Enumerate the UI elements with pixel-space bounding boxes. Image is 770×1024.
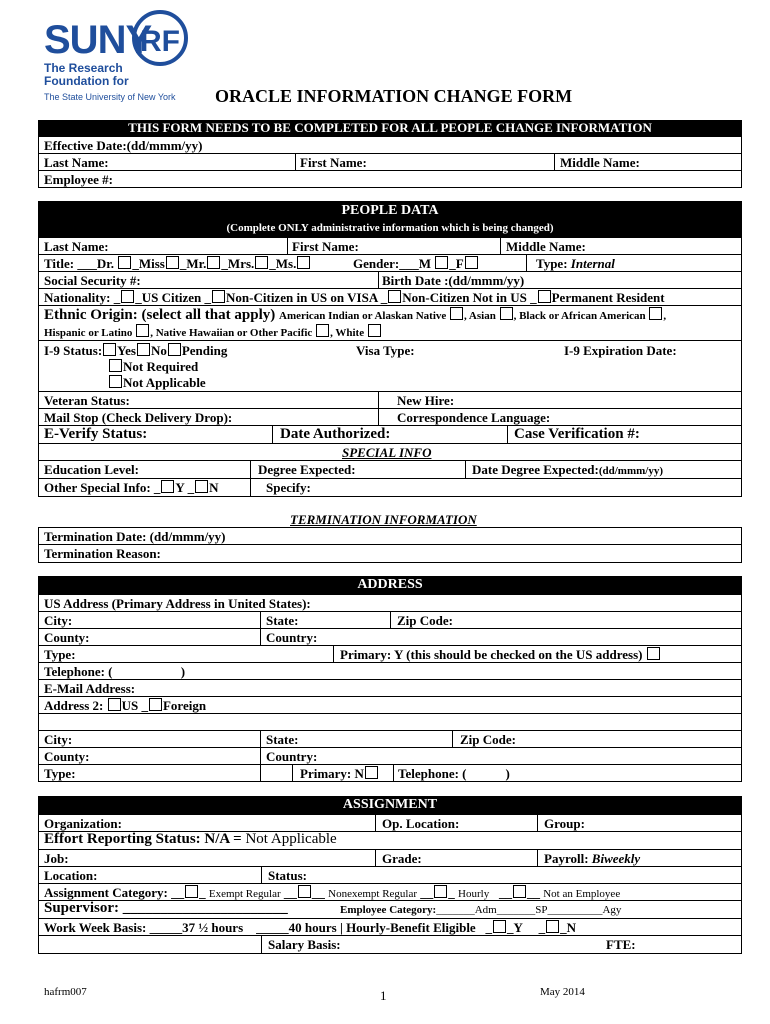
primary2-checkbox[interactable] [365, 766, 378, 779]
supervisor-field[interactable]: Supervisor: ______________________ [44, 900, 288, 916]
benefit-yes-checkbox[interactable] [493, 920, 506, 933]
veteran-status-field[interactable]: Veteran Status: [44, 393, 130, 408]
address2-us-checkbox[interactable] [108, 698, 121, 711]
type-field: Type: Internal [536, 256, 615, 271]
birth-date-field[interactable]: Birth Date :(dd/mmm/yy) [382, 273, 525, 288]
county2-field[interactable]: County: [44, 749, 90, 764]
new-hire-field[interactable]: New Hire: [397, 393, 455, 408]
hispanic-checkbox[interactable] [136, 324, 149, 337]
page-number: 1 [380, 988, 387, 1003]
effort-reporting-field: Effort Reporting Status: N/A = Not Applicable [44, 831, 337, 847]
i9-no-checkbox[interactable] [137, 343, 150, 356]
mail-stop-field[interactable]: Mail Stop (Check Delivery Drop): [44, 410, 233, 425]
employee-number-field[interactable]: Employee #: [44, 172, 113, 187]
special-no-checkbox[interactable] [195, 480, 208, 493]
permanent-resident-checkbox[interactable] [538, 290, 551, 303]
top-last-name-field[interactable]: Last Name: [44, 155, 109, 170]
mr-checkbox[interactable] [207, 256, 220, 269]
people-last-name[interactable]: Last Name: [44, 239, 109, 254]
primary2-field: Primary: N [300, 766, 379, 781]
zip2-field[interactable]: Zip Code: [460, 732, 516, 747]
i9-expiration-field[interactable]: I-9 Expiration Date: [564, 343, 677, 358]
county-field[interactable]: County: [44, 630, 90, 645]
ethnic-origin-row2: Hispanic or Latino , Native Hawaiian or Other Pacific , White [44, 324, 382, 341]
visa-type-field[interactable]: Visa Type: [356, 343, 415, 358]
assignment-header: ASSIGNMENT [38, 796, 742, 814]
i9-notapp-checkbox[interactable] [109, 375, 122, 388]
effective-date-field[interactable]: Effective Date:(dd/mmm/yy) [44, 138, 203, 153]
i9-pending-checkbox[interactable] [168, 343, 181, 356]
i9-notreq-checkbox[interactable] [109, 359, 122, 372]
black-checkbox[interactable] [649, 307, 662, 320]
mrs-checkbox[interactable] [255, 256, 268, 269]
state-field[interactable]: State: [266, 613, 299, 628]
country-field[interactable]: Country: [266, 630, 318, 645]
degree-expected-field[interactable]: Degree Expected: [258, 462, 356, 477]
i9-status-row: I-9 Status: Yes No Pending [44, 343, 228, 358]
primary-checkbox[interactable] [647, 647, 660, 660]
people-middle-name[interactable]: Middle Name: [506, 239, 586, 254]
address2-foreign-checkbox[interactable] [149, 698, 162, 711]
i9-notreq-row: Not Required [108, 359, 198, 374]
nationality-row: Nationality: _ _US Citizen _ Non-Citizen in US on VISA _ Non-Citizen Not in US _ Permanent Resident [44, 290, 665, 305]
termination-date-field[interactable]: Termination Date: (dd/mmm/yy) [44, 529, 226, 544]
special-info-header: SPECIAL INFO [342, 445, 432, 460]
us-address-label: US Address (Primary Address in United States): [44, 596, 311, 611]
everify-status-field[interactable]: E-Verify Status: [44, 426, 148, 442]
nonexempt-regular-checkbox[interactable] [298, 885, 311, 898]
payroll-field: Payroll: Biweekly [544, 851, 641, 866]
city2-field[interactable]: City: [44, 732, 73, 747]
i9-notapp-row: Not Applicable [108, 375, 206, 390]
form-banner: THIS FORM NEEDS TO BE COMPLETED FOR ALL PEOPLE CHANGE INFORMATION [38, 120, 742, 136]
fte-field[interactable]: FTE: [606, 937, 636, 952]
people-data-header: PEOPLE DATA (Complete ONLY administrative information which is being changed) [38, 201, 742, 237]
white-checkbox[interactable] [368, 324, 381, 337]
ethnic-origin-row: Ethnic Origin: (select all that apply) American Indian or Alaskan Native , Asian , Black or African American , [44, 307, 667, 323]
logo-suny: SUNY [44, 18, 152, 62]
status-field[interactable]: Status: [268, 868, 308, 883]
suny-rf-logo [44, 10, 204, 110]
top-first-name-field[interactable]: First Name: [300, 155, 367, 170]
type2-field[interactable]: Type: [44, 766, 76, 781]
female-checkbox[interactable] [465, 256, 478, 269]
education-level-field[interactable]: Education Level: [44, 462, 139, 477]
job-field[interactable]: Job: [44, 851, 69, 866]
asian-checkbox[interactable] [500, 307, 513, 320]
city-field[interactable]: City: [44, 613, 73, 628]
ms-checkbox[interactable] [297, 256, 310, 269]
salary-basis-field[interactable]: Salary Basis: [268, 937, 341, 952]
date-authorized-field[interactable]: Date Authorized: [280, 426, 391, 442]
title-row: Title: ___Dr. _Miss _Mr. _Mrs. _Ms. [44, 256, 311, 271]
american-indian-checkbox[interactable] [450, 307, 463, 320]
specify-field[interactable]: Specify: [266, 480, 311, 495]
i9-yes-checkbox[interactable] [103, 343, 116, 356]
us-citizen-checkbox[interactable] [121, 290, 134, 303]
address-type-field[interactable]: Type: [44, 647, 76, 662]
form-title: ORACLE INFORMATION CHANGE FORM [215, 86, 573, 106]
top-middle-name-field[interactable]: Middle Name: [560, 155, 640, 170]
state2-field[interactable]: State: [266, 732, 299, 747]
termination-reason-field[interactable]: Termination Reason: [44, 546, 161, 561]
address2-row: Address 2: US _ Foreign [44, 698, 207, 713]
ssn-field[interactable]: Social Security #: [44, 273, 141, 288]
location-field[interactable]: Location: [44, 868, 98, 883]
primary-field: Primary: Y (this should be checked on the US address) [340, 647, 661, 662]
not-employee-checkbox[interactable] [513, 885, 526, 898]
logo-line3: The State University of New York [44, 92, 176, 102]
telephone-field[interactable]: Telephone: ( ) [44, 664, 186, 679]
grade-field[interactable]: Grade: [382, 851, 422, 866]
exempt-regular-checkbox[interactable] [185, 885, 198, 898]
group-field[interactable]: Group: [544, 816, 585, 831]
telephone2-field[interactable]: Telephone: ( ) [398, 766, 510, 781]
termination-header: TERMINATION INFORMATION [290, 512, 477, 527]
gender-row: Gender:___M _F [353, 256, 479, 271]
form-code: hafrm007 [44, 986, 87, 998]
logo-line1: The Research Foundation for [44, 61, 129, 88]
pacific-checkbox[interactable] [316, 324, 329, 337]
country2-field[interactable]: Country: [266, 749, 318, 764]
organization-field[interactable]: Organization: [44, 816, 122, 831]
address-header: ADDRESS [38, 576, 742, 594]
miss-checkbox[interactable] [166, 256, 179, 269]
noncitizen-not-checkbox[interactable] [388, 290, 401, 303]
employee-category-row: Employee Category:_______Adm_______SP__________Agy [340, 904, 622, 916]
case-verification-field[interactable]: Case Verification #: [514, 426, 640, 442]
male-checkbox[interactable] [435, 256, 448, 269]
date-degree-expected-field[interactable]: Date Degree Expected:(dd/mmm/yy) [472, 462, 663, 477]
op-location-field[interactable]: Op. Location: [382, 816, 460, 831]
email-field[interactable]: E-Mail Address: [44, 681, 136, 696]
correspondence-language-field[interactable]: Correspondence Language: [397, 410, 551, 425]
other-special-info-row: Other Special Info: _ Y _ N [44, 480, 219, 495]
special-yes-checkbox[interactable] [161, 480, 174, 493]
work-week-basis-row: Work Week Basis: _____37 ½ hours _____40 hours | Hourly-Benefit Eligible _ _Y _ _N [44, 920, 576, 935]
zip-code-field[interactable]: Zip Code: [397, 613, 453, 628]
noncitizen-visa-checkbox[interactable] [212, 290, 225, 303]
dr-checkbox[interactable] [118, 256, 131, 269]
form-date: May 2014 [540, 986, 585, 998]
logo-rf: RF [132, 10, 188, 66]
hourly-checkbox[interactable] [434, 885, 447, 898]
benefit-no-checkbox[interactable] [546, 920, 559, 933]
assignment-category-row: Assignment Category: __ _ Exempt Regular __ __ Nonexempt Regular __ _ Hourly __ __ Not an Employee [44, 885, 621, 900]
people-first-name[interactable]: First Name: [292, 239, 359, 254]
